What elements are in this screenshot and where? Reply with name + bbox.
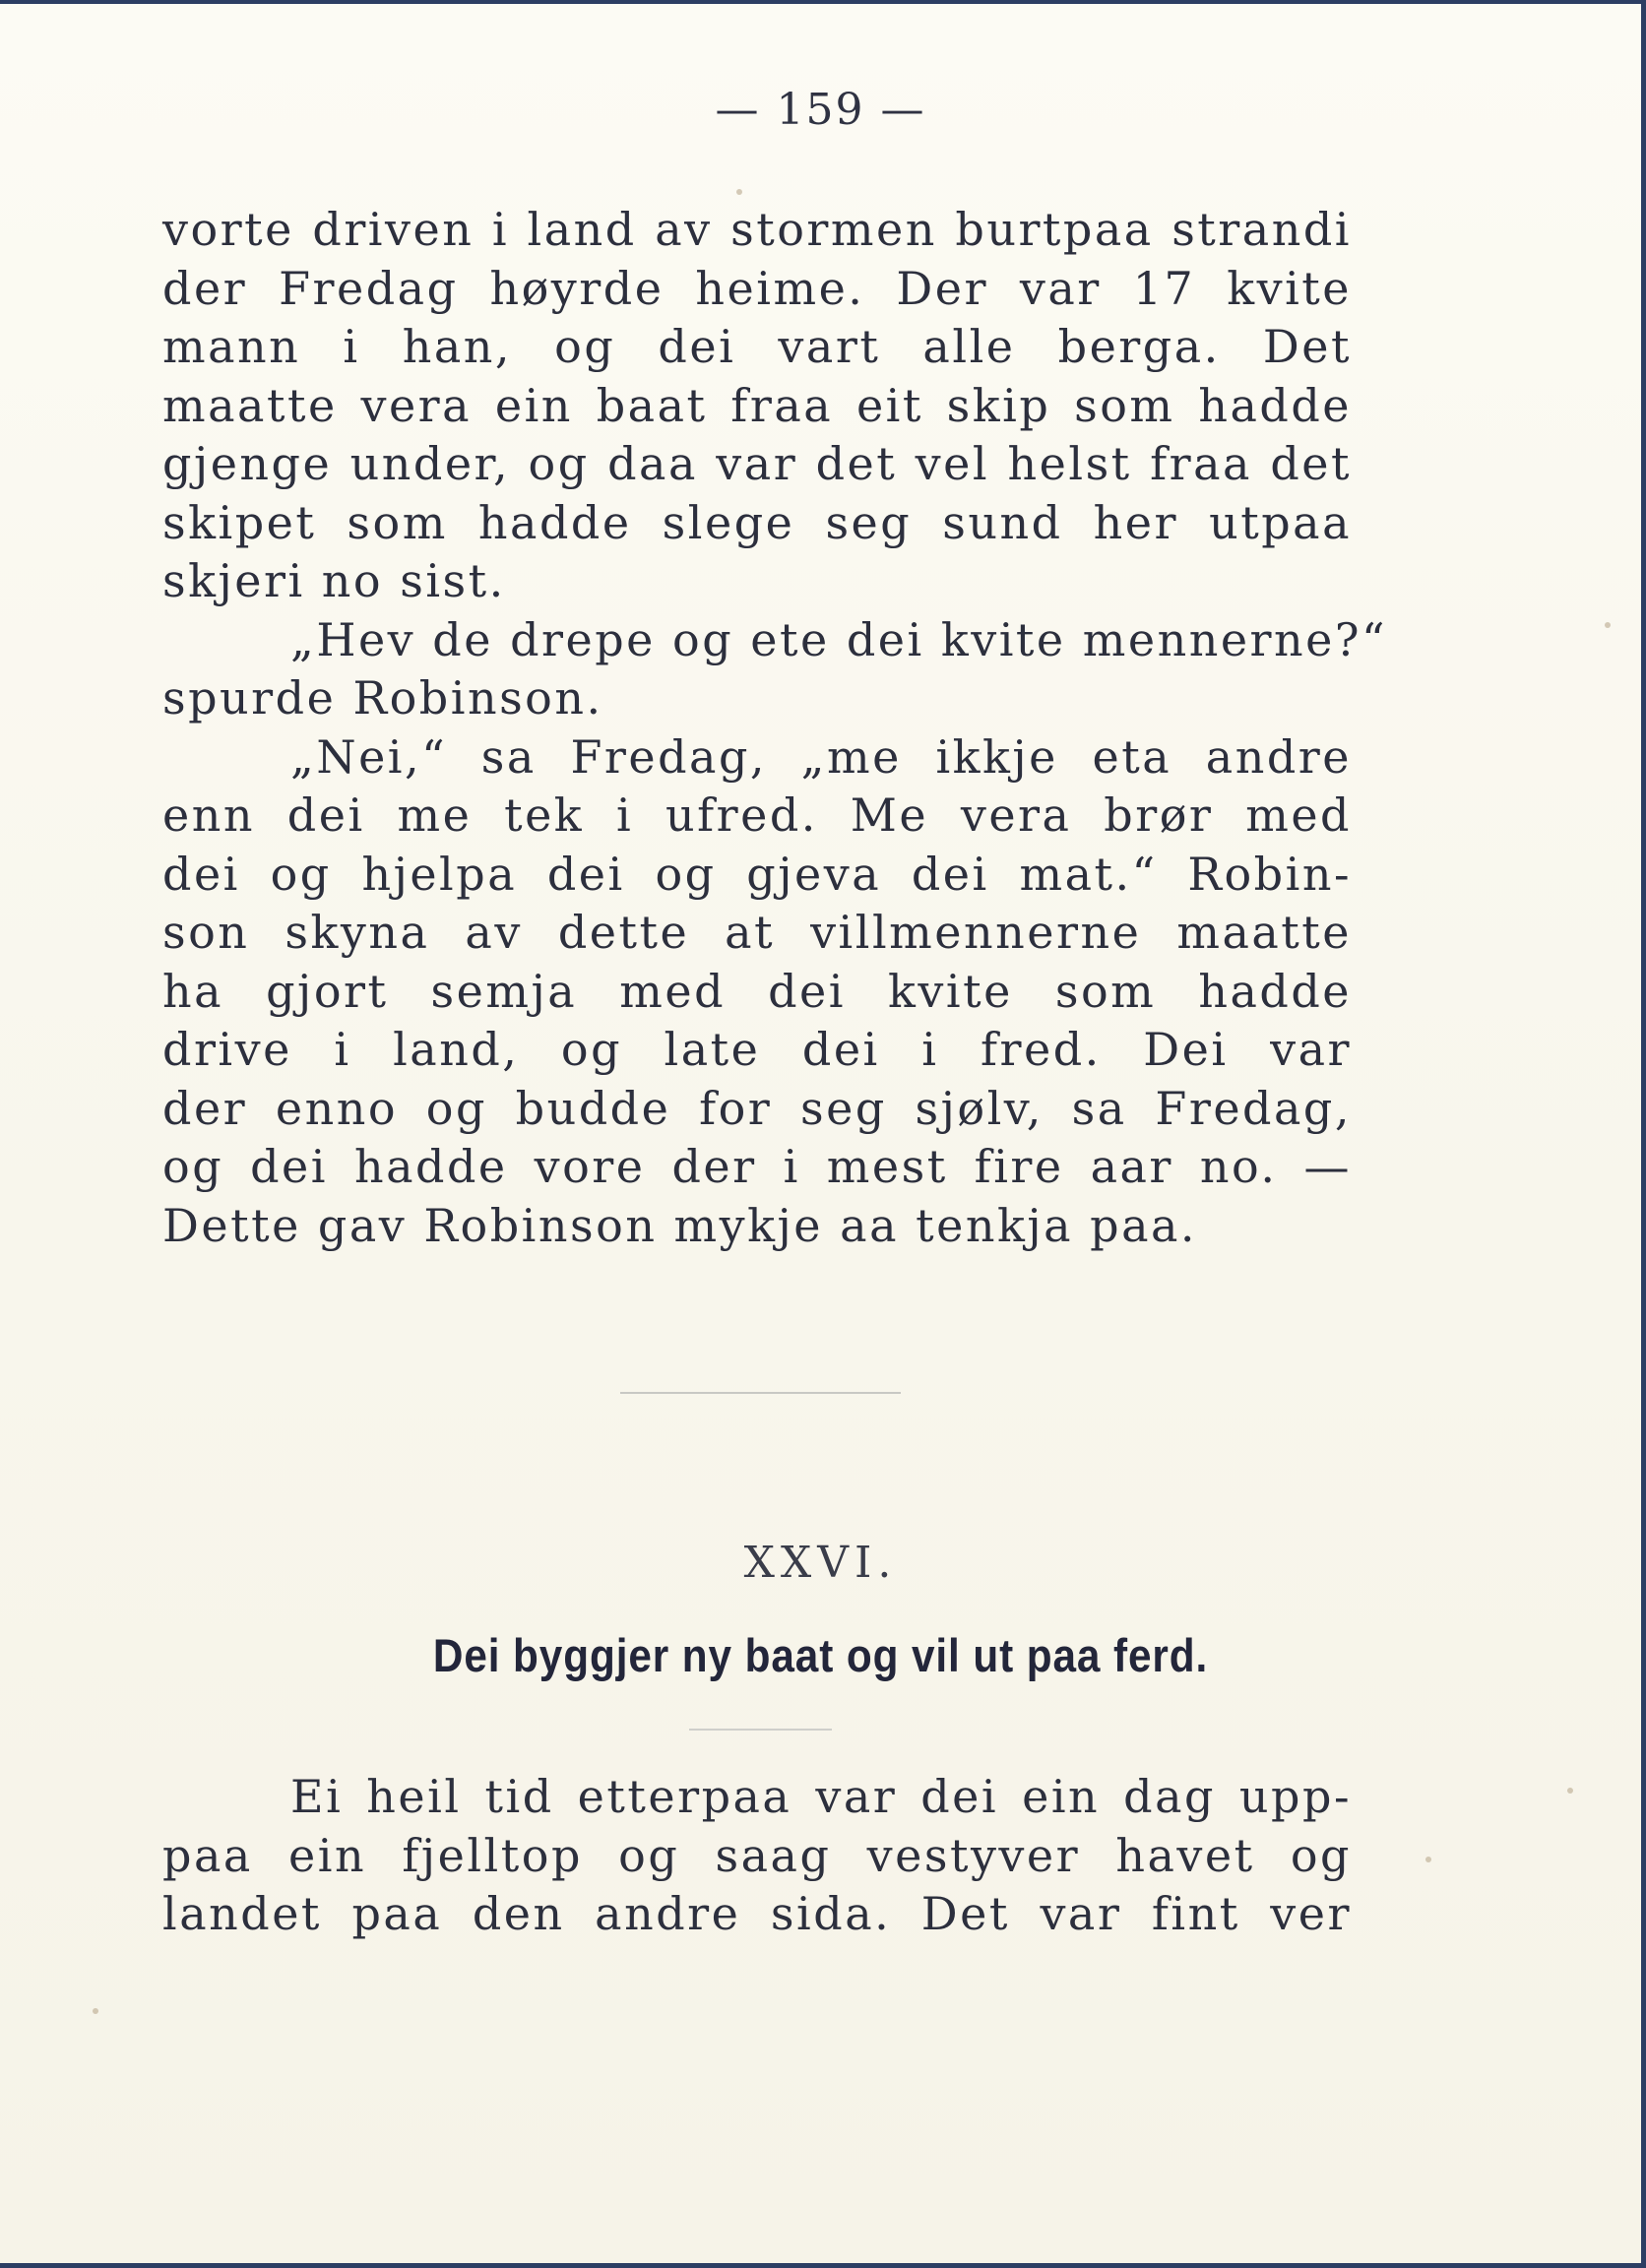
text-block-2 [162, 1768, 1352, 1944]
text-line: skjeri no sist. [162, 554, 506, 607]
text-line: Dette gav Robinson mykje aa tenkja paa. [162, 1198, 1198, 1252]
text-line: gjenge under, og daa var det vel helst fraa det [162, 437, 1352, 490]
text-line: der Fredag høyrde heime. Der var 17 kvite [162, 261, 1352, 315]
text-block-1 [162, 201, 1388, 1255]
paper-speck [1567, 1788, 1573, 1794]
text-line: vorte driven i land av stormen burtpaa strandi [162, 203, 1352, 256]
text-line: enn dei me tek i ufred. Me vera brør med [162, 788, 1352, 842]
text-line: ha gjort semja med dei kvite som hadde [162, 964, 1352, 1018]
chapter-title: Dei byggjer ny baat og vil ut paa ferd. [432, 1629, 1209, 1681]
text-line: paa ein fjelltop og saag vestyver havet og [162, 1828, 1352, 1882]
text-line: landet paa den andre sida. Det var fint ver [162, 1887, 1352, 1940]
text-line: drive i land, og late dei i fred. Dei var [162, 1023, 1352, 1076]
text-line: Ei heil tid etterpaa var dei ein dag upp- [290, 1770, 1352, 1823]
text-line: mann i han, og dei vart alle berga. Det [162, 320, 1352, 373]
paper-speck [1425, 1857, 1431, 1862]
text-line: son skyna av dette at villmennerne maatte [162, 906, 1352, 959]
text-line: dei og hjelpa dei og gjeva dei mat.“ Robin- [162, 847, 1352, 901]
title-divider [689, 1729, 832, 1731]
text-line: skipet som hadde slege seg sund her utpaa [162, 495, 1352, 549]
paper-speck [1605, 622, 1611, 628]
text-line: „Hev de drepe og ete dei kvite mennerne?“ [290, 612, 1388, 666]
chapter-number: XXVI. [743, 1538, 898, 1588]
paper-speck [93, 2008, 98, 2014]
paper-speck [736, 189, 742, 195]
text-line: maatte vera ein baat fraa eit skip som hadde [162, 378, 1352, 432]
text-line: og dei hadde vore der i mest fire aar no. — [162, 1140, 1352, 1193]
page-number: — 159 — [715, 85, 926, 135]
section-divider [620, 1392, 901, 1394]
text-line: spurde Robinson. [162, 671, 603, 724]
text-line: „Nei,“ sa Fredag, „me ikkje eta andre [290, 729, 1352, 784]
text-line: der enno og budde for seg sjølv, sa Fredag, [162, 1081, 1352, 1135]
